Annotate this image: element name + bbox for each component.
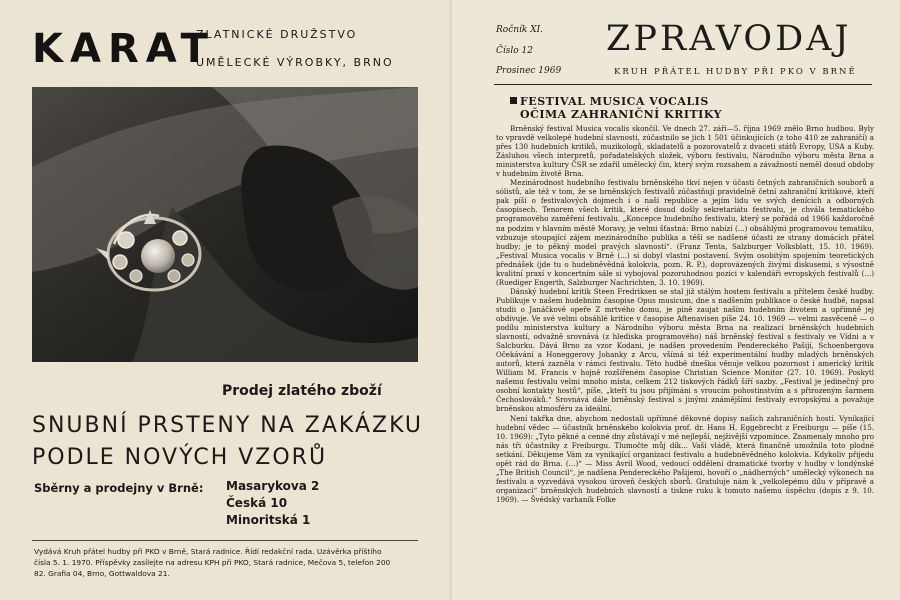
article-body [496,124,874,600]
headline [32,410,423,474]
headline-line-2: PODLE NOVÝCH VZORŮ [32,445,328,470]
square-bullet-icon [510,97,517,104]
cooperative-line-2: UMĚLECKÉ VÝROBKY, BRNO [196,56,394,69]
address-item: Masarykova 2 [226,479,320,493]
article-title [510,95,870,121]
address-item: Česká 10 [226,496,288,510]
sale-heading: Prodej zlatého zboží [222,383,382,399]
issue-date: Prosinec 1969 [496,66,562,76]
newsletter-title: ZPRAVODAJ [606,19,852,59]
divider [32,540,418,541]
article-paragraph: Není takřka dne, abychom nedostali upřímné děkovné dopisy našich zahraničních hostí. Vynikající hudební vědec — účastník brněnského kolokvia prof. dr. Hans H. Eggebrecht z Freiburgu — píše (15. 10. 1969): „Tyto pěkné a cenné dny zůstávají v mé nejlepší, nejživější vzpomínce. Znamenaly mnoho pro nás tři účastníky z Freiburgu. Tlumočte můj dík... Vaši vládě, která finančně umožnila toto plodné setkání. Děkujeme Vám za vynikající organizaci festivalu a hudebněvědného kolokvia. Kdykoliv přijedu opět rád do Brna. (...)“ — Miss Avril Wood, vedoucí oddělení dramatické tvorby v hudby v londýnské „The British Council“, je nadšena Pendereckého Pašijemi, hovoří o „nádherných“ umělecký výkonech na festivalu a vyzvedává vysokou úroveň českých sborů. Gratuluje nám k „velkolepému dílu v přípravě a organizaci“ brněnských hudebních slavností a tiskne ruku k tomuto našemu úspěchu (dopis z 9. 10. 1969). — Švédský varhaník Folke [496,413,874,504]
article-paragraph: Dánský hudební kritik Steen Fredriksen se stal již stálým hostem festivalu a přítelem české hudby. Publikuje v našem hudebním časopise Opus musicum, dne s nadšením publikace o české hudbě, napsal studii o Janáčkově opeře Z mrtvého domu, je pině zaujat naším hudebním životem a upřímně jej obdivuje. Ve své velmi obsáhlé kritice v časopise Aftenavisen píše 24. 10. 1969 — velmi zasvěceně — o podílu ministerstva kultury a Národního výboru města Brna na realizaci brněnských hudebních slavností, odvažně srovnává (z hlediska programového) náš brněnský festival s festivaly ve Vídni a v Salcburku. Dává Brno za vzor Kodani, je nadšen provedením Pendereckého Pašijí, Schoenbergova Očekávání a Honeggerovy Johanky z Arcu, všímá si též experimentální hudby mladých brněnských autorů, která zazněla v rámci festivalu. Této hudbě dneška věnuje velkou pozornost i americký kritik William M. Francis v hojně rozšířeném časopise Christian Science Monitor (27. 10. 1969). Poskytl našemu festivalu velmi mnoho místa, celkem 212 tiskových řádků šíří sazby. „Festival je jedinečný pro osobní kontakty hostů“, píše, „kteří tu jsou přijímáni s vroucím pohostinstvím a s přirozeným šarmem Čechoslováků.“ Srovnává dále brněnský festival s jinými známějšími festivaly evropskými a považuje brněnskou atmosféru za ideální. [496,286,874,414]
ring-photo [32,87,418,362]
issue-volume: Ročník XI. [496,25,544,35]
cooperative-line-1: ZLATNICKÉ DRUŽSTVO [196,28,358,41]
article-paragraph: Brněnský festival Musica vocalis skončil. Ve dnech 27. září—5. října 1969 znělo Brno hudbou. Byly to vpravdě velkolepé hudební slavnosti, zúčastnilo se jich 1 501 účinkujících (z toho 410 ze zahraničí) a přes 130 hudebních kritiků, muzikologů, skladatelů a pozorovatelů z dvaceti států Evropy, USA a Kuby. Zásluhou všech interpretů, pořadatelských složek, výboru festivalu, Národního výboru města Brna a ministerstva kultury ČSR se zdařil umělecký čin, který svým rozsahem a závažností neměl dosud obdoby v hudebním životě Brna. [496,124,874,179]
brand-logo: KARAT [32,26,215,72]
issue-number: Číslo 12 [496,46,533,56]
divider [494,84,872,85]
article-paragraph: Mezinárodnost hudebního festivalu brněnského tkví nejen v účasti četných zahraničních souborů a sólistů, ale též v tom, že se brněnských festivalů zúčastňují pravidelně četní zahraniční kritikové, kteří pak píší o festivalových dojmech i o naší republice a jejím lidu ve svých denících a odborných časopisech. Tenorem všech kritik, které dosud došly sekretariátu festivalu, je chvála tematického programového zaměření festivalu. „Koncepce hudebního festivalu, který se pořádá od 1966 každoročně na podzim v hlavním městě Moravy, je velmi šťastná: Brno nabízí (...) obsáhlými programovou tematiku, vzbuzuje stoupající zájem mezinárodního publika a těší se nadšené účasti ze strany domácích přátel hudby; je to pěkný model pravých slavností“. (Franz Tenta, Salzburger Volksblatt, 15. 10. 1969). „Festival Musica vocalis v Brně (...) si dobyl vlastní postavení. Svým osobitým spojením teoretických přednášek (jde tu o hudebněvědná kolokvia, pozn. R. P.), doprovázených živými diskusemi, s výsostně kvalitní praxí v koncertním sále si vybojoval pozoruhodnou pozici v kalendáři evropských festivalů (...) (Ruediger Engerth, Salzburger Nachrichten, 3. 10. 1969). [496,178,874,287]
addresses-label: Sběrny a prodejny v Brně: [34,481,204,495]
imprint-text: Vydává Kruh přátel hudby při PKO v Brně, Stará radnice. Řídí redakční rada. Uzávěrka příštího čísla 5. 1. 1970. Příspěvky zasílejte na adresu KPH při PKO, Stará radnice, Mečova 5, telefon 200 82. Grafia 04, Brno, Gottwaldova 21. [34,547,391,578]
address-item: Minoritská 1 [226,513,311,527]
headline-line-1: SNUBNÍ PRSTENY NA ZAKÁZKU [32,413,424,438]
article-title-line-1: FESTIVAL MUSICA VOCALIS [520,95,709,108]
newsletter-subtitle: KRUH PŘÁTEL HUDBY PŘI PKO V BRNĚ [614,67,857,77]
address-list [226,478,319,529]
article-title-line-2: OČIMA ZAHRANIČNÍ KRITIKY [520,108,722,121]
